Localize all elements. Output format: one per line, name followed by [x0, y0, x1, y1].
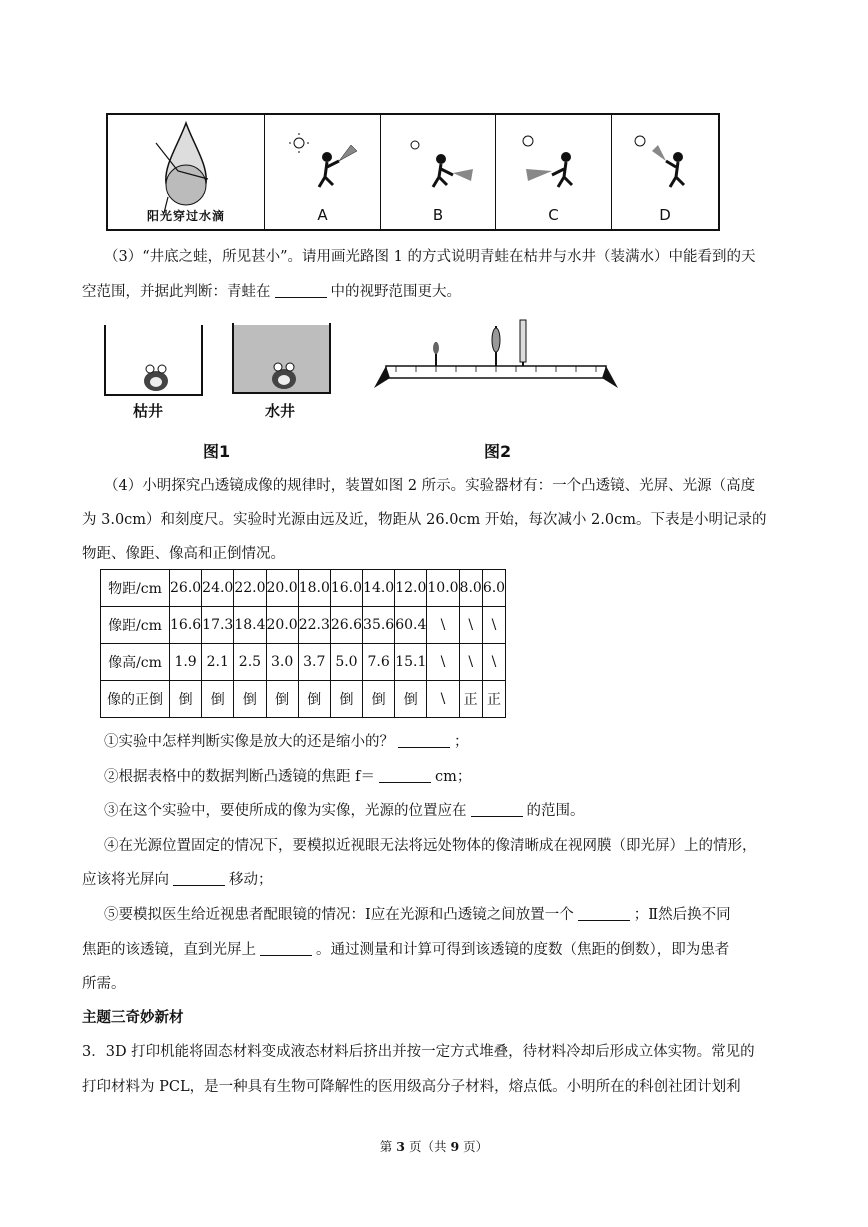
dry-well-figure [104, 325, 204, 397]
table-cell: 6.0 [482, 570, 505, 607]
option-d-cell [612, 115, 718, 229]
water-drop-label: 阳光穿过水滴 [146, 209, 225, 223]
q4-line-3: 物距、像距、像高和正倒情况。 [82, 546, 285, 562]
option-d-label: D [659, 206, 671, 224]
option-c-cell [496, 115, 612, 229]
table-cell: 15.1 [395, 644, 427, 681]
table-cell: 正 [482, 681, 505, 718]
table-cell: 倒 [234, 681, 266, 718]
subq-2 [104, 767, 471, 787]
table-cell: \ [427, 644, 459, 681]
subq-5-mid: ；Ⅱ然后换不同 [633, 907, 731, 923]
option-c-label: C [548, 206, 559, 224]
figure-1-caption: 图1 [203, 442, 231, 461]
subq-2-blank[interactable] [379, 768, 431, 783]
water-drop-cell [108, 115, 265, 229]
table-cell: 3.7 [298, 644, 330, 681]
footer-suffix: 页） [463, 1139, 489, 1154]
table-cell: \ [427, 681, 459, 718]
subq-5-text-3: 。通过测量和计算可得到该透镜的度数（焦距的倒数），即为患者 [316, 942, 730, 958]
table-cell: 7.6 [363, 644, 395, 681]
subq-4-blank[interactable] [173, 871, 225, 886]
subq-5-text: ⑤要模拟医生给近视患者配眼镜的情况：Ⅰ应在光源和凸透镜之间放置一个 [104, 907, 574, 923]
water-well-label: 水井 [265, 402, 296, 420]
table-cell: 3.0 [266, 644, 298, 681]
table-cell: 8.0 [459, 570, 482, 607]
table-cell: 16.0 [330, 570, 362, 607]
rainbow-figure-strip [106, 113, 720, 231]
table-row [101, 570, 506, 607]
table-cell: 60.4 [395, 607, 427, 644]
subq-1-text: ①实验中怎样判断实像是放大的还是缩小的？ [104, 734, 394, 750]
subq-4-text: 应该将光屏向 [82, 872, 169, 888]
table-cell: \ [459, 644, 482, 681]
option-a-label: A [317, 206, 328, 224]
table-cell: 倒 [330, 681, 362, 718]
footer-total-pages: 9 [450, 1139, 460, 1154]
table-row [101, 607, 506, 644]
table-cell: 26.6 [330, 607, 362, 644]
q3-line-2a: 空范围，并据此判断：青蛙在 [82, 284, 271, 300]
row-header: 物距/cm [101, 570, 170, 607]
q4-line-2: 为 3.0cm）和刻度尺。实验时光源由远及近，物距从 26.0cm 开始，每次减小 2.0cm。下表是小明记录的 [82, 512, 767, 528]
table-cell: \ [482, 607, 505, 644]
subq-5-blank-1[interactable] [578, 906, 630, 921]
table-cell: 12.0 [395, 570, 427, 607]
topic-3-paragraph-2: 打印材料为 PCL，是一种具有生物可降解性的医用级高分子材料，熔点低。小明所在的科创社团计划利 [82, 1079, 741, 1095]
subq-1-end: ； [454, 734, 469, 750]
dry-well-label: 枯井 [133, 402, 164, 420]
table-cell: 正 [459, 681, 482, 718]
subq-3-end: 的范围。 [526, 803, 585, 819]
subq-2-text: ②根据表格中的数据判断凸透镜的焦距 f＝ [104, 769, 375, 785]
table-cell: 18.0 [298, 570, 330, 607]
subq-5-line-2 [82, 940, 729, 960]
table-cell: \ [459, 607, 482, 644]
q3-line-1: （3）“井底之蛙，所见甚小”。请用画光路图 1 的方式说明青蛙在枯井与水井（装满水）中能看到的天 [104, 249, 756, 265]
subq-5-blank-2[interactable] [260, 941, 312, 956]
lens-data-table [100, 569, 506, 718]
topic-3-paragraph-1: 3．3D 打印机能将固态材料变成液态材料后挤出并按一定方式堆叠，待材料冷却后形成立体实物。常见的 [82, 1044, 755, 1060]
table-cell: 倒 [170, 681, 202, 718]
table-cell: 1.9 [170, 644, 202, 681]
footer-prefix: 第 [379, 1139, 393, 1154]
subq-4-end: 移动； [229, 872, 273, 888]
footer-mid: 页（共 [408, 1139, 447, 1154]
table-cell: 20.0 [266, 570, 298, 607]
row-header: 像的正倒 [101, 681, 170, 718]
table-cell: 22.0 [234, 570, 266, 607]
subq-5-line-3: 所需。 [82, 976, 126, 992]
table-cell: 倒 [395, 681, 427, 718]
table-row [101, 681, 506, 718]
subq-4-line-1: ④在光源位置固定的情况下，要模拟近视眼无法将远处物体的像清晰成在视网膜（即光屏）上的情形， [104, 838, 757, 854]
optical-bench-figure [372, 318, 624, 394]
subq-4-line-2 [82, 870, 273, 890]
table-cell: 倒 [298, 681, 330, 718]
subq-1-blank[interactable] [398, 733, 450, 748]
q4-line-1: （4）小明探究凸透镜成像的规律时，装置如图 2 所示。实验器材有：一个凸透镜、光屏、光源（高度 [104, 478, 756, 494]
q3-line-2 [82, 282, 461, 302]
table-cell: 20.0 [266, 607, 298, 644]
table-cell: 倒 [202, 681, 234, 718]
topic-3-heading: 主题三奇妙新材 [82, 1010, 184, 1026]
table-cell: 26.0 [170, 570, 202, 607]
option-b-cell [381, 115, 496, 229]
subq-5-line-1 [104, 905, 731, 925]
table-row [101, 644, 506, 681]
q3-answer-blank[interactable] [275, 283, 327, 298]
table-cell: 16.6 [170, 607, 202, 644]
table-cell: 5.0 [330, 644, 362, 681]
frog-icon [144, 365, 168, 391]
table-cell: \ [482, 644, 505, 681]
subq-1 [104, 732, 469, 752]
subq-3 [104, 801, 585, 821]
table-cell: 10.0 [427, 570, 459, 607]
table-cell: 2.1 [202, 644, 234, 681]
footer-page-number: 3 [396, 1139, 405, 1154]
table-cell: 2.5 [234, 644, 266, 681]
figure-2-caption: 图2 [484, 442, 512, 461]
page-footer [0, 1137, 868, 1155]
table-cell: 倒 [266, 681, 298, 718]
table-cell: 18.4 [234, 607, 266, 644]
row-header: 像高/cm [101, 644, 170, 681]
q3-line-2b: 中的视野范围更大。 [330, 284, 461, 300]
table-cell: 35.6 [363, 607, 395, 644]
water-well-figure [232, 323, 332, 395]
option-a-cell [265, 115, 381, 229]
subq-2-end: cm； [434, 769, 472, 785]
table-cell: 24.0 [202, 570, 234, 607]
table-cell: 14.0 [363, 570, 395, 607]
table-cell: 17.3 [202, 607, 234, 644]
subq-3-text: ③在这个实验中，要使所成的像为实像，光源的位置应在 [104, 803, 467, 819]
table-cell: 22.3 [298, 607, 330, 644]
subq-3-blank[interactable] [471, 802, 523, 817]
subq-5-text-2: 焦距的该透镜，直到光屏上 [82, 942, 256, 958]
option-b-label: B [432, 206, 444, 224]
table-cell: \ [427, 607, 459, 644]
row-header: 像距/cm [101, 607, 170, 644]
table-cell: 倒 [363, 681, 395, 718]
